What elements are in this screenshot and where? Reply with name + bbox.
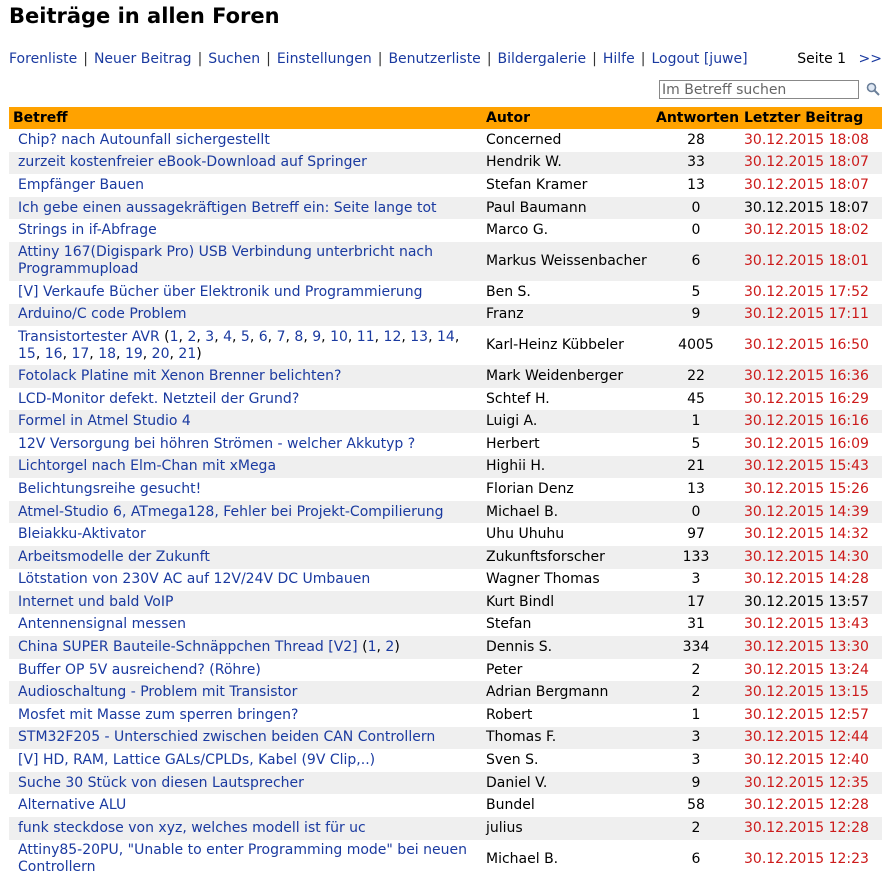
thread-page-link[interactable]: 20 (151, 345, 170, 362)
last-post-cell[interactable]: 30.12.2015 17:11 (740, 304, 882, 327)
author-cell: Florian Denz (486, 480, 574, 497)
subject-cell (9, 152, 482, 175)
answers-cell: 45 (687, 390, 705, 407)
subject-cell (9, 242, 482, 281)
thread-page-link[interactable]: 14 (437, 328, 455, 345)
last-post-cell[interactable]: 30.12.2015 18:07 (740, 152, 882, 175)
thread-page-link[interactable]: 1 (367, 639, 377, 656)
col-last-post[interactable]: Letzter Beitrag (740, 107, 882, 129)
nav-separator: | (640, 51, 646, 67)
author-cell: Daniel V. (482, 772, 652, 795)
answers-cell: 1 (691, 706, 701, 723)
thread-link[interactable]: Transistortester AVR (18, 328, 160, 345)
subject-cell (9, 523, 482, 546)
answers-cell: 33 (652, 152, 740, 175)
author-cell: Peter (486, 661, 523, 678)
author-cell: Kurt Bindl (482, 591, 652, 614)
subject-cell (9, 197, 482, 220)
author-cell: Michael B. (486, 850, 559, 867)
author-cell: Markus Weissenbacher (482, 242, 652, 281)
thread-link[interactable]: Antennensignal messen (18, 616, 186, 633)
table-row (9, 569, 882, 592)
answers-cell: 13 (687, 176, 705, 193)
subject-cell (9, 219, 482, 242)
answers-cell: 5 (691, 283, 701, 300)
thread-link[interactable]: Lötstation von 230V AC auf 12V/24V DC Umbauen (18, 571, 371, 588)
last-post-cell[interactable]: 30.12.2015 16:36 (740, 365, 882, 388)
subject-cell (9, 546, 482, 569)
thread-page-link[interactable]: 7 (276, 328, 286, 345)
page-title: Beiträge in allen Foren (9, 4, 280, 28)
table-row (9, 749, 882, 772)
author-cell: Marco G. (486, 222, 549, 239)
table-row (9, 304, 882, 327)
thread-link[interactable]: Lichtorgel nach Elm-Chan mit xMega (18, 458, 277, 475)
nav-link[interactable]: Benutzerliste (388, 51, 481, 67)
table-row (9, 614, 882, 637)
last-post-cell[interactable]: 30.12.2015 12:28 (744, 797, 869, 814)
thread-link[interactable]: Strings in if-Abfrage (18, 222, 157, 239)
search-icon[interactable] (866, 82, 880, 96)
table-row (9, 546, 882, 569)
thread-link[interactable]: STM32F205 - Unterschied zwischen beiden CAN Controllern (18, 729, 436, 746)
answers-cell: 5 (691, 435, 701, 452)
nav-separator: | (197, 51, 203, 67)
last-post-cell[interactable]: 30.12.2015 14:30 (740, 546, 882, 569)
subject-cell (9, 456, 482, 479)
author-cell: Adrian Bergmann (482, 681, 652, 704)
table-row (9, 219, 882, 242)
thread-page-link[interactable]: 9 (312, 328, 322, 345)
subject-cell (9, 614, 482, 637)
col-subject[interactable]: Betreff (9, 107, 482, 129)
answers-cell: 1 (652, 410, 740, 433)
subject-cell (9, 840, 482, 879)
answers-cell: 58 (687, 797, 705, 814)
nav-link[interactable]: Logout [juwe] (651, 51, 748, 67)
answers-cell: 6 (652, 242, 740, 281)
thread-page-link[interactable]: 5 (240, 328, 250, 345)
answers-cell: 3 (691, 752, 701, 769)
thread-page-link[interactable]: 15 (18, 345, 36, 362)
author-cell: Uhu Uhuhu (486, 526, 565, 543)
thread-link[interactable]: Arbeitsmodelle der Zukunft (18, 548, 210, 565)
thread-link[interactable]: Formel in Atmel Studio 4 (18, 413, 191, 430)
subject-cell (9, 636, 482, 659)
nav-separator: | (592, 51, 597, 67)
author-cell: Thomas F. (482, 727, 652, 750)
last-post-cell[interactable]: 30.12.2015 12:35 (740, 772, 882, 795)
col-author[interactable]: Autor (482, 107, 652, 129)
thread-link[interactable]: Fotolack Platine mit Xenon Brenner belichten? (18, 367, 342, 384)
table-row (9, 591, 882, 614)
last-post-cell[interactable]: 30.12.2015 13:30 (740, 636, 882, 659)
author-cell: Sven S. (486, 752, 539, 769)
thread-page-link[interactable]: 8 (294, 328, 304, 345)
thread-link[interactable]: [V] HD, RAM, Lattice GALs/CPLDs, Kabel (9V Clip,..) (18, 752, 376, 769)
subject-cell (9, 174, 482, 197)
answers-cell: 97 (687, 526, 705, 543)
nav-separator: | (266, 51, 271, 67)
thread-link[interactable]: Internet und bald VoIP (18, 593, 174, 610)
thread-link[interactable]: Attiny85-20PU, "Unable to enter Programming mode" bei neuen Controllern (18, 842, 467, 876)
answers-cell: 28 (687, 131, 705, 148)
last-post-cell[interactable]: 30.12.2015 14:32 (744, 526, 869, 543)
thread-page-link[interactable]: 11 (356, 328, 375, 345)
table-row (9, 174, 882, 197)
table-row (9, 840, 882, 879)
nav-link[interactable]: Einstellungen (276, 51, 372, 67)
thread-page-link[interactable]: 16 (44, 345, 63, 362)
main-nav (9, 51, 748, 67)
subject-cell (9, 727, 482, 750)
thread-link[interactable]: China SUPER Bauteile-Schnäppchen Thread [V2] (18, 639, 358, 656)
table-row (9, 817, 882, 840)
author-cell: julius (482, 817, 652, 840)
subject-cell (9, 704, 482, 727)
answers-cell: 6 (691, 850, 701, 867)
thread-link[interactable]: [V] Verkaufe Bücher über Elektronik und Programmierung (18, 283, 423, 300)
answers-cell: 2 (691, 661, 701, 678)
subject-cell (9, 433, 482, 456)
table-row (9, 523, 882, 546)
author-cell: Highii H. (482, 456, 652, 479)
thread-link[interactable]: Ich gebe einen aussagekräftigen Betreff ein: Seite lange tot (18, 199, 437, 216)
last-post-cell[interactable]: 30.12.2015 12:57 (744, 706, 869, 723)
subject-cell (9, 410, 482, 433)
subject-cell (9, 817, 482, 840)
author-cell: Stefan Kramer (486, 176, 588, 193)
thread-page-link[interactable]: 18 (98, 345, 117, 362)
thread-link[interactable]: Empfänger Bauen (18, 176, 144, 193)
nav-link[interactable]: Hilfe (602, 51, 635, 67)
subject-cell (9, 794, 482, 817)
last-post-cell[interactable]: 30.12.2015 15:26 (744, 480, 869, 497)
subject-cell (9, 681, 482, 704)
last-post-cell[interactable]: 30.12.2015 18:02 (744, 222, 869, 239)
nav-separator: | (83, 51, 88, 67)
thread-page-link[interactable]: 4 (223, 328, 233, 345)
subject-cell (9, 772, 482, 795)
thread-page-link[interactable]: 2 (385, 639, 395, 656)
author-cell: Robert (486, 706, 533, 723)
last-post-cell[interactable]: 30.12.2015 14:28 (744, 571, 869, 588)
subject-cell (9, 659, 482, 682)
thread-link[interactable]: funk steckdose von xyz, welches modell ist für uc (18, 819, 366, 836)
answers-cell: 0 (652, 501, 740, 524)
table-row (9, 772, 882, 795)
author-cell: Schtef H. (486, 390, 550, 407)
thread-link[interactable]: 12V Versorgung bei höhren Strömen - welcher Akkutyp ? (18, 435, 416, 452)
thread-link[interactable]: Attiny 167(Digispark Pro) USB Verbindung unterbricht nach Programmupload (18, 244, 433, 278)
table-row (9, 129, 882, 152)
answers-cell: 0 (691, 222, 701, 239)
last-post-cell[interactable]: 30.12.2015 14:39 (740, 501, 882, 524)
author-cell: Paul Baumann (482, 197, 652, 220)
author-cell: Michael B. (482, 501, 652, 524)
table-row (9, 326, 882, 365)
author-cell: Ben S. (486, 283, 531, 300)
thread-page-link[interactable]: 17 (71, 345, 90, 362)
thread-page-link[interactable]: 6 (258, 328, 268, 345)
thread-link[interactable]: Suche 30 Stück von diesen Lautsprecher (18, 774, 304, 791)
author-cell: Concerned (486, 131, 562, 148)
answers-cell: 9 (652, 772, 740, 795)
subject-cell (9, 365, 482, 388)
table-row (9, 727, 882, 750)
subject-cell (9, 501, 482, 524)
last-post-cell[interactable]: 30.12.2015 18:07 (740, 197, 882, 220)
table-row (9, 242, 882, 281)
answers-cell: 2 (652, 681, 740, 704)
next-page-link[interactable]: >> (858, 51, 882, 67)
table-row (9, 659, 882, 682)
last-post-cell[interactable]: 30.12.2015 18:08 (744, 131, 869, 148)
subject-cell (9, 591, 482, 614)
answers-cell: 4005 (678, 337, 714, 354)
subject-cell (9, 304, 482, 327)
answers-cell: 22 (652, 365, 740, 388)
last-post-cell[interactable]: 30.12.2015 13:43 (744, 616, 869, 633)
subject-cell (9, 388, 482, 411)
author-cell: Wagner Thomas (486, 571, 600, 588)
author-cell: Hendrik W. (482, 152, 652, 175)
last-post-cell[interactable]: 30.12.2015 18:07 (744, 176, 869, 193)
subject-cell (9, 569, 482, 592)
last-post-cell[interactable]: 30.12.2015 13:57 (740, 591, 882, 614)
last-post-cell[interactable]: 30.12.2015 17:52 (744, 283, 869, 300)
nav-separator: | (377, 51, 383, 67)
subject-cell (9, 129, 482, 152)
table-row (9, 501, 882, 524)
thread-pages: (1, 2) (357, 639, 400, 656)
author-cell: Zukunftsforscher (482, 546, 652, 569)
thread-page-link[interactable]: 19 (124, 345, 143, 362)
thread-page-link[interactable]: 12 (383, 328, 402, 345)
table-row (9, 281, 882, 304)
author-cell: Dennis S. (482, 636, 652, 659)
table-row (9, 410, 882, 433)
table-row (9, 152, 882, 175)
thread-page-link[interactable]: 21 (178, 345, 197, 362)
thread-page-link[interactable]: 13 (410, 328, 429, 345)
thread-link[interactable]: Atmel-Studio 6, ATmega128, Fehler bei Projekt-Compilierung (18, 503, 444, 520)
thread-link[interactable]: Bleiakku-Aktivator (18, 526, 146, 543)
nav-link[interactable]: Forenliste (9, 51, 78, 67)
table-row (9, 365, 882, 388)
table-row (9, 704, 882, 727)
answers-cell: 13 (687, 480, 705, 497)
table-row (9, 388, 882, 411)
answers-cell: 3 (652, 727, 740, 750)
thread-pages: (1, 2, 3, 4, 5, 6, 7, 8, 9, 10, 11, 12, 13, 14, 15, 16, 17, 18, 19, 20, 21) (18, 328, 460, 362)
author-cell: Franz (482, 304, 652, 327)
thread-link[interactable]: Arduino/C code Problem (18, 306, 187, 323)
last-post-cell[interactable]: 30.12.2015 16:29 (744, 390, 869, 407)
last-post-cell[interactable]: 30.12.2015 16:50 (744, 337, 869, 354)
answers-cell: 133 (652, 546, 740, 569)
last-post-cell[interactable]: 30.12.2015 16:16 (740, 410, 882, 433)
pager (797, 51, 882, 67)
col-answers[interactable]: Antworten (652, 107, 740, 129)
author-cell: Stefan (486, 616, 532, 633)
last-post-cell[interactable]: 30.12.2015 16:09 (744, 435, 869, 452)
thread-link[interactable]: Chip? nach Autounfall sichergestellt (18, 131, 270, 148)
nav-link[interactable]: Neuer Beitrag (93, 51, 192, 67)
author-cell: Bundel (486, 797, 535, 814)
thread-link[interactable]: Belichtungsreihe gesucht! (18, 480, 202, 497)
table-row (9, 478, 882, 501)
table-row (9, 794, 882, 817)
thread-link[interactable]: Audioschaltung - Problem mit Transistor (18, 684, 298, 701)
last-post-cell[interactable]: 30.12.2015 18:01 (740, 242, 882, 281)
page-label: Seite 1 (797, 51, 847, 67)
subject-cell (9, 478, 482, 501)
thread-page-link[interactable]: 10 (330, 328, 348, 345)
table-row (9, 197, 882, 220)
author-cell: Mark Weidenberger (482, 365, 652, 388)
thread-page-link[interactable]: 2 (187, 328, 197, 345)
answers-cell: 9 (652, 304, 740, 327)
answers-cell: 2 (652, 817, 740, 840)
table-row (9, 681, 882, 704)
thread-link[interactable]: Buffer OP 5V ausreichend? (Röhre) (18, 661, 261, 678)
answers-cell: 31 (687, 616, 705, 633)
last-post-cell[interactable]: 30.12.2015 12:40 (744, 752, 869, 769)
nav-link[interactable]: Suchen (208, 51, 261, 67)
answers-cell: 3 (691, 571, 701, 588)
thread-link[interactable]: Alternative ALU (18, 797, 127, 814)
answers-cell: 334 (652, 636, 740, 659)
answers-cell: 0 (652, 197, 740, 220)
thread-page-link[interactable]: 3 (205, 328, 215, 345)
table-row (9, 636, 882, 659)
nav-link[interactable]: Bildergalerie (497, 51, 587, 67)
answers-cell: 17 (652, 591, 740, 614)
last-post-cell[interactable]: 30.12.2015 12:44 (740, 727, 882, 750)
subject-search-input[interactable] (659, 80, 859, 99)
last-post-cell[interactable]: 30.12.2015 15:43 (740, 456, 882, 479)
author-cell: Herbert (486, 435, 540, 452)
thread-link[interactable]: LCD-Monitor defekt. Netzteil der Grund? (18, 390, 300, 407)
subject-cell (9, 326, 482, 365)
posts-table (9, 107, 882, 879)
table-row (9, 433, 882, 456)
nav-separator: | (486, 51, 492, 67)
answers-cell: 21 (652, 456, 740, 479)
thread-link[interactable]: Mosfet mit Masse zum sperren bringen? (18, 706, 299, 723)
subject-cell (9, 749, 482, 772)
author-cell: Karl-Heinz Kübbeler (486, 337, 624, 354)
last-post-cell[interactable]: 30.12.2015 12:23 (744, 850, 869, 867)
last-post-cell[interactable]: 30.12.2015 12:28 (740, 817, 882, 840)
table-row (9, 456, 882, 479)
table-header (9, 107, 882, 129)
subject-cell (9, 281, 482, 304)
last-post-cell[interactable]: 30.12.2015 13:15 (740, 681, 882, 704)
last-post-cell[interactable]: 30.12.2015 13:24 (744, 661, 869, 678)
thread-link[interactable]: zurzeit kostenfreier eBook-Download auf Springer (18, 154, 367, 171)
thread-page-link[interactable]: 1 (169, 328, 179, 345)
author-cell: Luigi A. (482, 410, 652, 433)
